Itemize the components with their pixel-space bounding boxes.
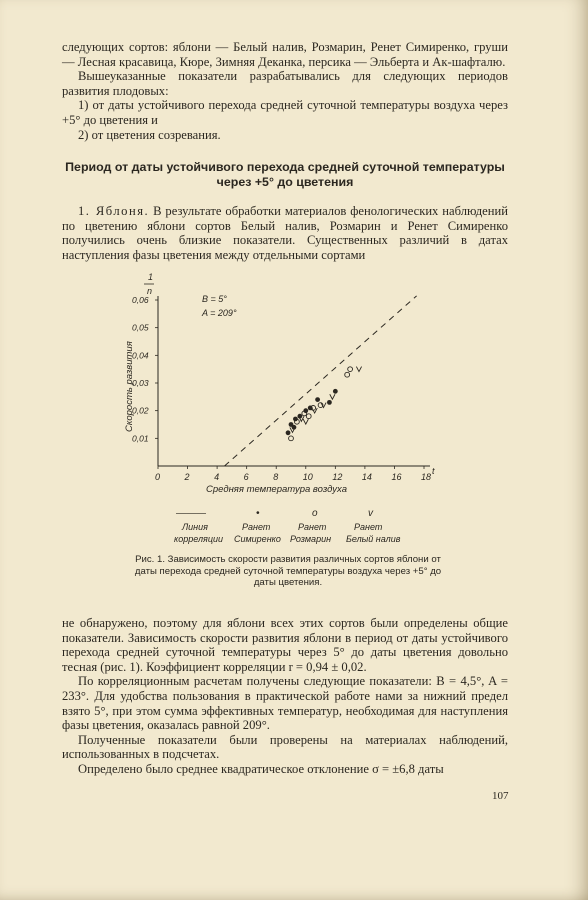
paragraph-periods: Вышеуказанные показатели разрабатывались для следующих периодов развития плодовых:: [62, 69, 508, 98]
legend-label-line2: корреляции: [174, 534, 224, 544]
legend-label-line1: Ранет: [354, 522, 383, 532]
y-axis-label: Скорость развития: [124, 341, 135, 432]
legend-label-line1: Линия: [182, 522, 208, 532]
paragraph-verification: Полученные показатели были проверены на материалах наблюдений, использованных в подсчетах.: [62, 732, 508, 762]
data-point-simirenko: [315, 397, 320, 402]
y-tick-label: 0,06: [132, 295, 149, 305]
paragraph-varieties: следующих сортов: яблони — Белый налив, Розмарин, Ренет Симиренко, груши — Лесная красавица, Кюре, Зимняя Деканка, персика — Эльберта и Ак-шафталю.: [62, 40, 508, 69]
list-item-period-1: 1) от даты устойчивого перехода средней суточной температуры воздуха через +5° до цветения и: [62, 98, 508, 127]
apple-text-block: [62, 204, 508, 262]
annotation-b: B = 5°: [202, 294, 227, 304]
section-heading: Период от даты устойчивого перехода средней суточной температуры через +5° до цветения: [65, 160, 505, 189]
y-title-top: 1: [148, 272, 154, 282]
x-tick-label: 0: [155, 472, 161, 482]
figure-caption: Рис. 1. Зависимость скорости развития различных сортов яблони от даты перехода средней суточной температуры воздуха через +5° до даты цветения.: [134, 554, 442, 589]
data-point-rozmarin: [348, 367, 353, 372]
x-axis-unit: t: [432, 466, 435, 476]
data-point-simirenko: [327, 400, 332, 405]
legend-label-line2: Симиренко: [234, 534, 281, 544]
x-axis-label: Средняя температура воздуха: [206, 484, 347, 495]
legend-label-line1: Ранет: [242, 522, 271, 532]
scatter-plot: [106, 270, 446, 570]
apple-text: В результате обработки материалов фенологических наблюдений по цветению яблони сортов Белый налив, Розмарин и Ренет Симиренко получились очень близкие показатели. Существенных различий в датах наступления фазы цветения между отдельными сортами: [62, 204, 508, 262]
data-point-simirenko: [333, 389, 338, 394]
legend-label-line2: Белый налив: [346, 534, 401, 544]
x-tick-label: 2: [184, 472, 190, 482]
legend-label-line1: Ранет: [298, 522, 327, 532]
x-tick-label: 14: [361, 472, 372, 482]
bottom-text-block: [62, 616, 508, 777]
y-tick-label: 0,04: [132, 350, 149, 361]
x-tick-label: 4: [214, 472, 220, 482]
top-text-block: [62, 40, 508, 142]
legend-symbol: •: [256, 508, 260, 519]
legend-label-line2: Розмарин: [290, 534, 332, 544]
legend: [174, 508, 401, 544]
paragraph-deviation: Определено было среднее квадратическое отклонение σ = ±6,8 даты: [78, 761, 444, 776]
data-point-rozmarin: [289, 436, 294, 441]
y-tick-label: 0,02: [132, 405, 149, 416]
regression-line: [225, 296, 417, 466]
annotation-a: A = 209°: [202, 308, 237, 318]
y-tick-label: 0,01: [132, 433, 149, 444]
data-point-bely-naliv: [356, 367, 361, 372]
list-item-period-2: 2) от цветения созревания.: [78, 127, 221, 142]
data-point-rozmarin: [306, 414, 311, 419]
x-tick-label: 12: [332, 472, 343, 482]
x-tick-label: 8: [273, 472, 279, 482]
page-number: 107: [492, 790, 509, 802]
legend-symbol: ———: [176, 508, 206, 519]
figure-1-chart: [106, 270, 446, 570]
x-tick-label: 6: [243, 472, 249, 482]
data-point-simirenko: [286, 430, 291, 435]
paragraph-apple: [62, 204, 508, 262]
apple-label: 1. Яблоня.: [78, 204, 150, 218]
legend-symbol: o: [312, 508, 318, 519]
y-tick-label: 0,03: [132, 378, 149, 388]
paragraph-indicators: По корреляционным расчетам получены следующие показатели: B = 4,5°, A = 233°. Для удобства пользования в практической работе нами за нижний предел взято 5°, при этом сумма эффективных температур, необходимая для наступления фазы цветения, оказалась равной 209°.: [62, 674, 508, 733]
legend-symbol: v: [368, 508, 373, 519]
y-tick-label: 0,05: [132, 322, 149, 333]
data-point-bely-naliv: [330, 394, 335, 399]
data-point-bely-naliv: [303, 419, 308, 424]
x-tick-label: 18: [421, 472, 432, 482]
y-title-bottom: n: [147, 286, 153, 296]
x-tick-label: 10: [302, 472, 313, 482]
x-tick-label: 16: [391, 472, 402, 482]
data-point-rozmarin: [345, 372, 350, 377]
paragraph-correlation: не обнаружено, поэтому для яблони всех этих сортов были определены общие показатели. Зависимость скорости развития яблони в период от даты устойчивого перехода средней суточной температуры через 5° до даты цветения довольно тесная (рис. 1). Коэффициент корреляции r = 0,94 ± 0,02.: [62, 616, 508, 674]
